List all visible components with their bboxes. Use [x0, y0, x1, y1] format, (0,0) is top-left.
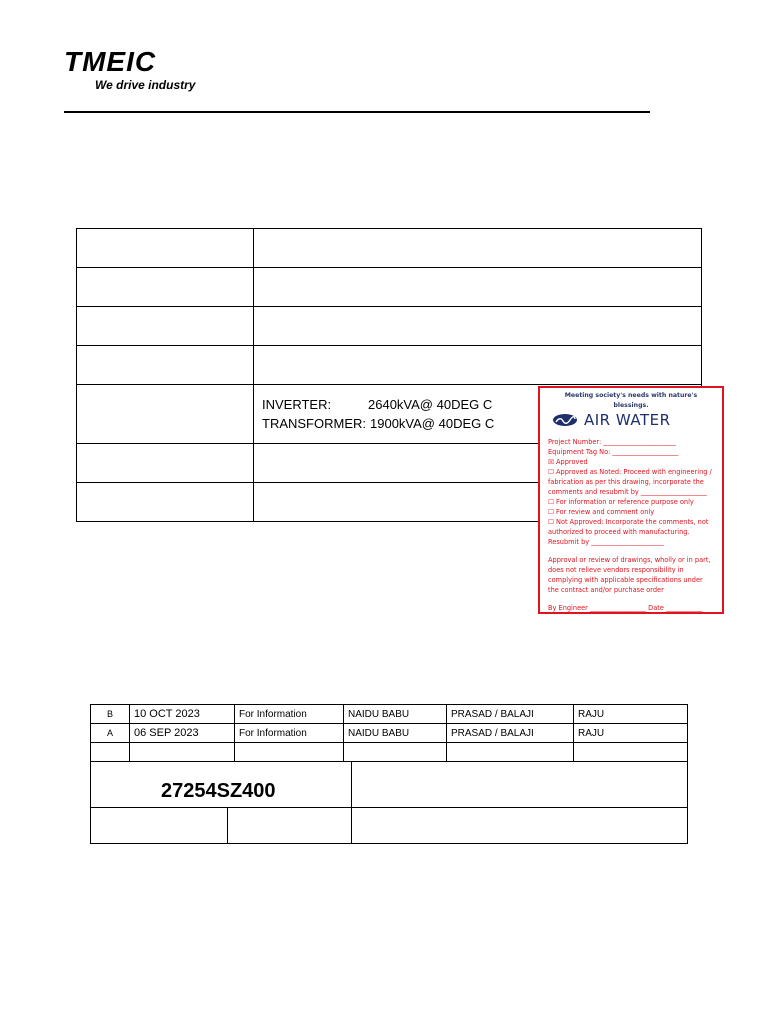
spec-label-cell	[77, 307, 254, 346]
table-row	[91, 724, 688, 743]
purpose-cell	[235, 743, 344, 762]
table-row	[77, 346, 702, 385]
stamp-brand: AIR WATER	[584, 411, 671, 429]
rev-cell	[91, 743, 130, 762]
rev-cell: A	[91, 724, 130, 743]
title-block-cell	[91, 808, 228, 843]
spec-label-cell	[77, 346, 254, 385]
spec-value-cell	[254, 268, 702, 307]
date-cell	[130, 743, 235, 762]
stamp-equipment-tag: Equipment Tag No: ____________________	[548, 448, 679, 456]
title-block-cell	[351, 762, 687, 808]
table-row	[77, 268, 702, 307]
transformer-label: TRANSFORMER:	[262, 416, 366, 431]
stamp-review-comment: ☐ For review and comment only	[548, 508, 655, 516]
document-number-cell	[91, 762, 352, 808]
title-block-cell	[351, 808, 687, 843]
logo-tagline: We drive industry	[95, 78, 196, 92]
title-block	[90, 761, 688, 844]
title-block-cell	[227, 808, 352, 843]
table-row	[91, 705, 688, 724]
purpose-cell: For Information	[235, 705, 344, 724]
stamp-info-only: ☐ For information or reference purpose only	[548, 498, 694, 506]
spec-label-cell	[77, 229, 254, 268]
prepared-cell	[344, 743, 447, 762]
approved-cell: RAJU	[574, 705, 688, 724]
approved-cell	[574, 743, 688, 762]
table-row	[91, 743, 688, 762]
checked-cell: PRASAD / BALAJI	[447, 724, 574, 743]
logo-text: TMEIC	[64, 46, 157, 77]
spec-value-cell	[254, 229, 702, 268]
header-divider	[64, 111, 650, 113]
prepared-cell: NAIDU BABU	[344, 724, 447, 743]
inverter-value: 2640kVA@ 40DEG C	[368, 397, 493, 412]
revision-table	[90, 704, 688, 762]
checked-cell	[447, 743, 574, 762]
approved-cell: RAJU	[574, 724, 688, 743]
spec-label-cell	[77, 483, 254, 522]
table-row	[77, 307, 702, 346]
spec-label-cell	[77, 385, 254, 444]
spec-label-cell	[77, 444, 254, 483]
purpose-cell: For Information	[235, 724, 344, 743]
stamp-by-engineer: By Engineer _________________ Date ___________	[548, 604, 703, 612]
transformer-value: 1900kVA@ 40DEG C	[370, 416, 495, 431]
spec-value-cell	[254, 346, 702, 385]
stamp-project-number: Project Number: ______________________	[548, 438, 676, 446]
stamp-not-approved: ☐ Not Approved: Incorporate the comments, not authorized to proceed with manufacturing.	[548, 518, 709, 536]
spec-label-cell	[77, 268, 254, 307]
stamp-resubmit: Resubmit by ______________________	[548, 538, 664, 546]
stamp-approved: ☒ Approved	[548, 458, 588, 466]
date-cell: 10 OCT 2023	[130, 705, 235, 724]
table-row	[77, 229, 702, 268]
air-water-wave-icon	[552, 413, 578, 427]
stamp-disclaimer: Approval or review of drawings, wholly or in part, does not relieve vendors responsibility in complying with applicable specifications under the contract and/or purchase order	[548, 556, 711, 594]
document-number: 27254SZ400	[161, 780, 276, 802]
stamp-slogan: Meeting society's needs with nature's blessings.	[564, 392, 698, 409]
checked-cell: PRASAD / BALAJI	[447, 705, 574, 724]
approval-stamp	[538, 386, 724, 614]
date-cell: 06 SEP 2023	[130, 724, 235, 743]
spec-value-cell	[254, 307, 702, 346]
rev-cell: B	[91, 705, 130, 724]
prepared-cell: NAIDU BABU	[344, 705, 447, 724]
inverter-label: INVERTER:	[262, 397, 332, 412]
air-water-logo	[552, 413, 714, 427]
stamp-approved-as-noted: ☐ Approved as Noted: Proceed with engineering / fabrication as per this drawing, incorporate the comments and resubmit by ____________________	[548, 468, 712, 496]
